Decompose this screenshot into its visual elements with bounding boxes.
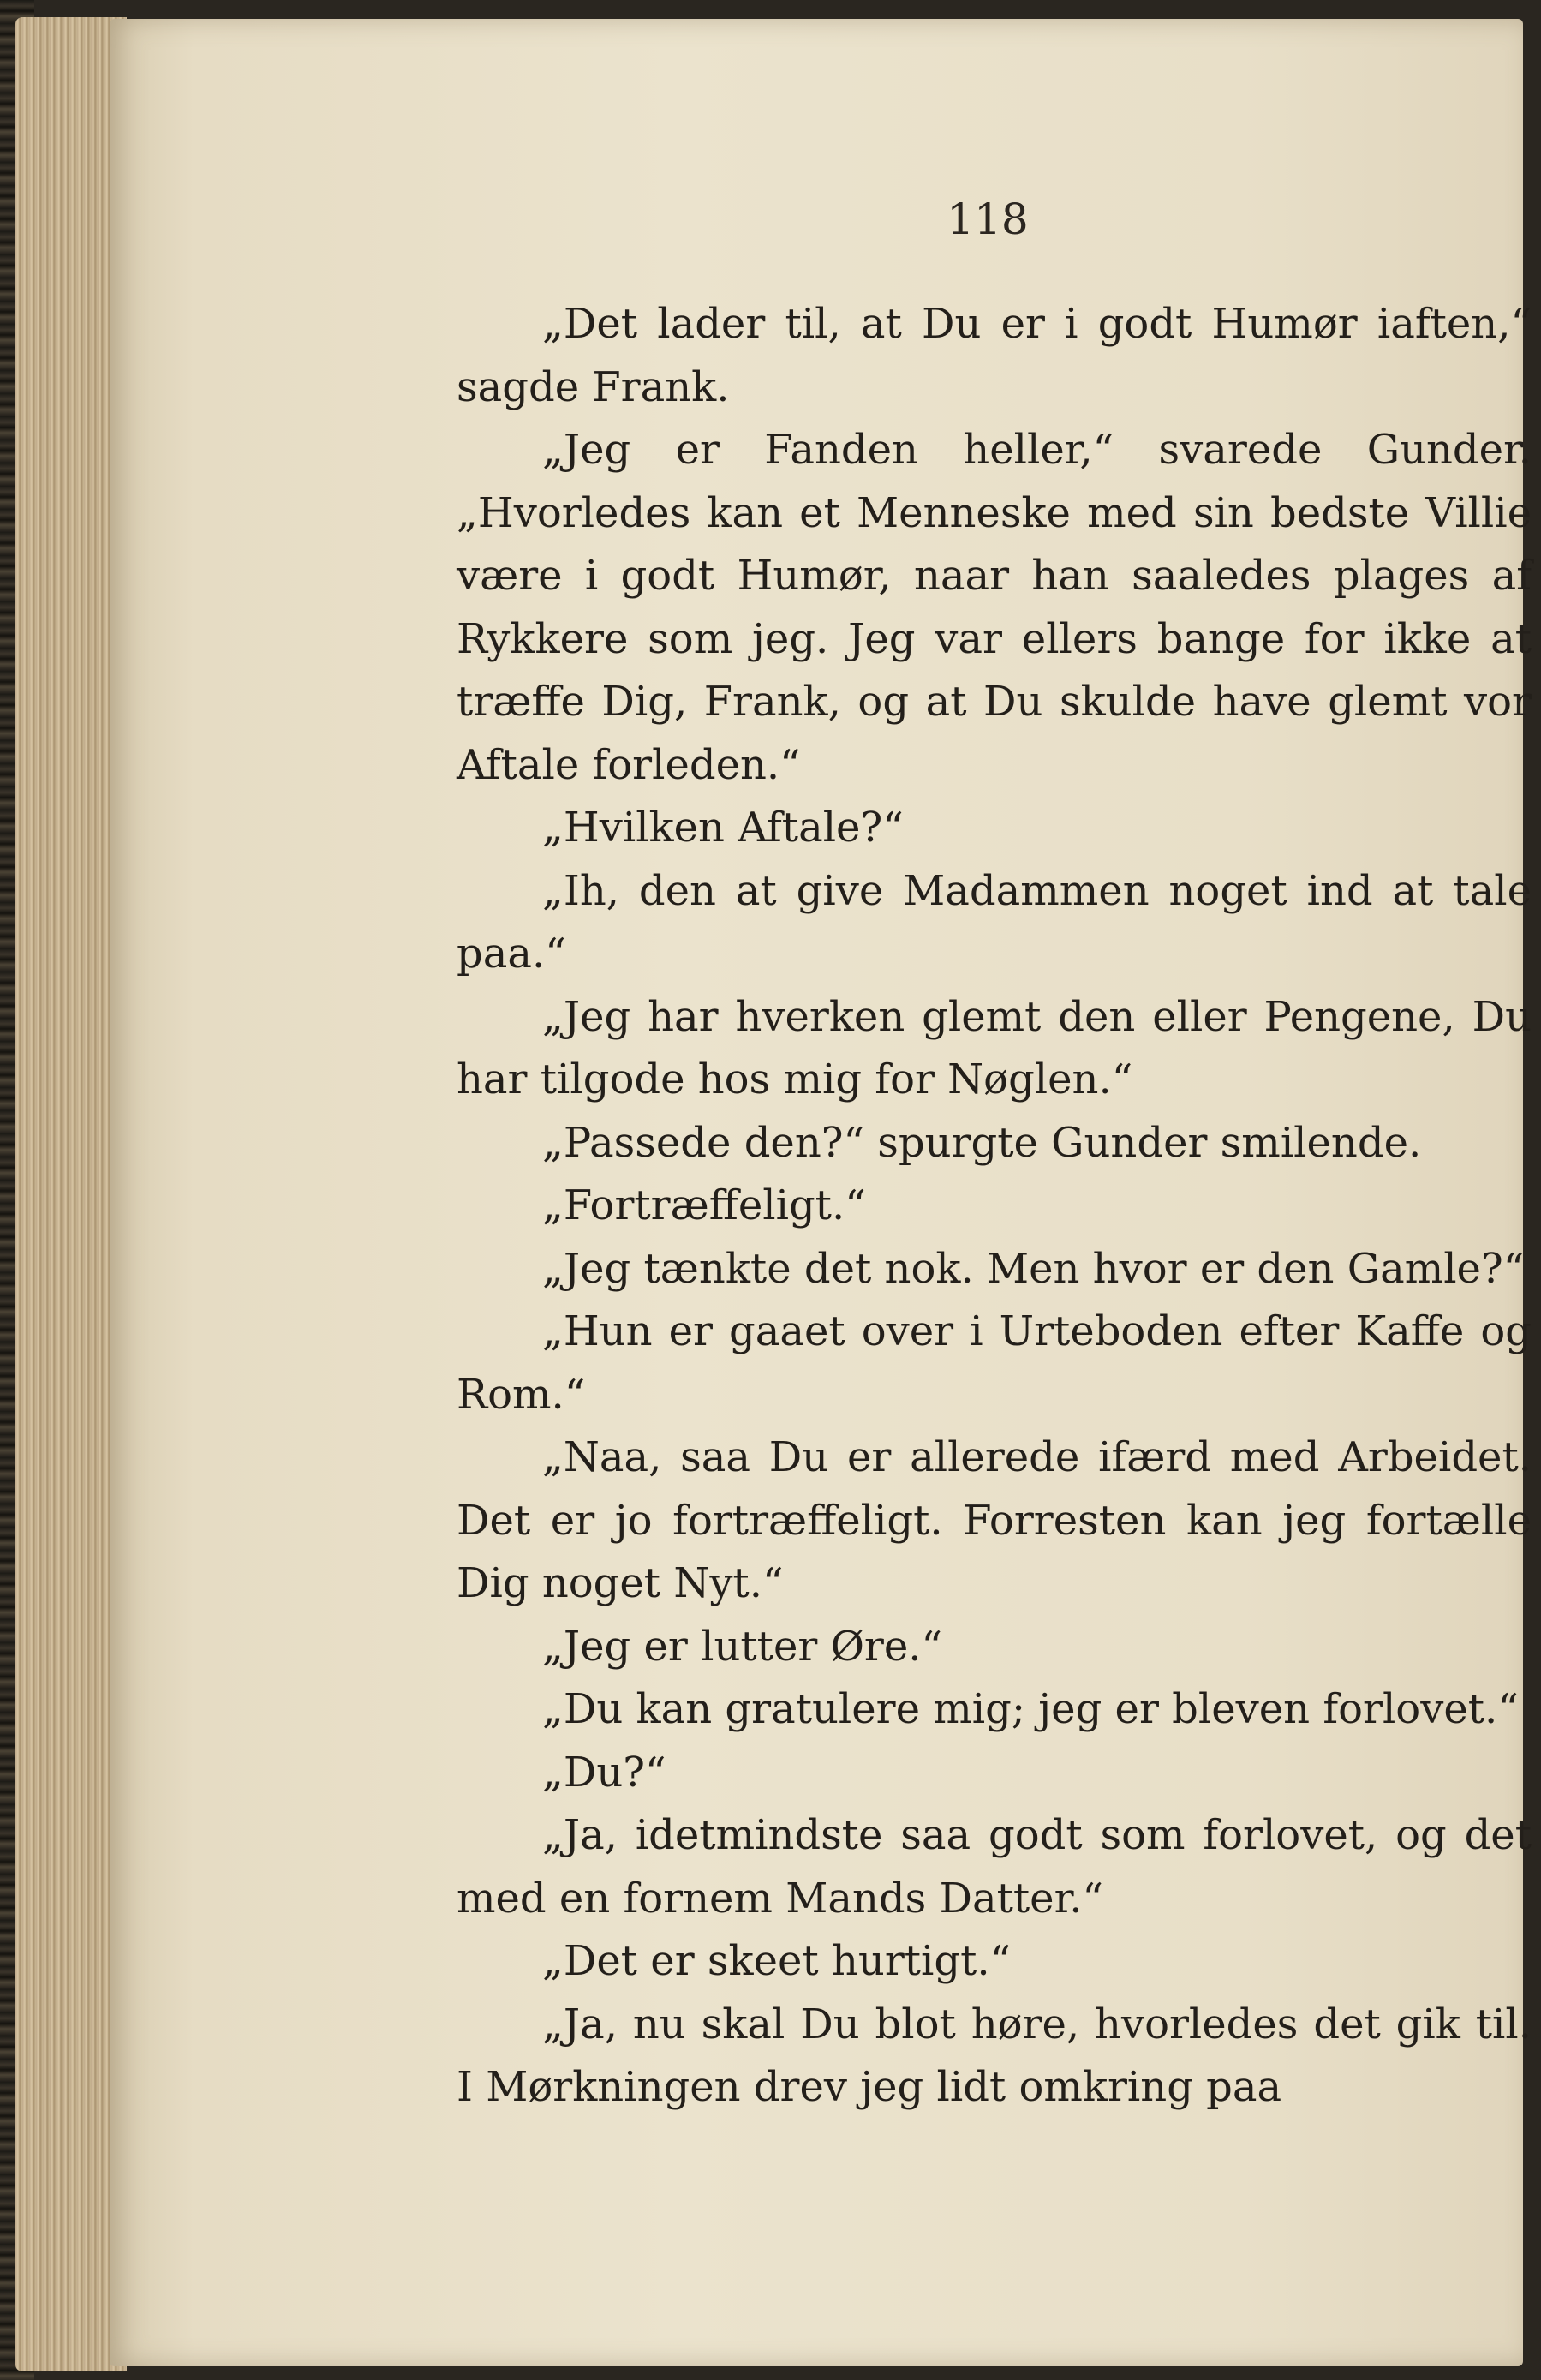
- paragraph: „Jeg har hverken glemt den eller Pengene, Du har tilgode hos mig for Nøglen.“: [457, 992, 1532, 1103]
- paragraph: „Passede den?“ spurgte Gunder smilende.: [542, 1118, 1422, 1167]
- paragraph: „Ja, idetmindste saa godt som forlovet, og det med en fornem Mands Datter.“: [457, 1811, 1532, 1923]
- paragraph: „Hun er gaaet over i Urteboden efter Kaffe og Rom.“: [457, 1307, 1532, 1419]
- book-page: [110, 19, 1532, 2366]
- paragraph: „Hvilken Aftale?“: [542, 804, 904, 852]
- body-text: [457, 293, 1532, 2120]
- paragraph: „Fortræffeligt.“: [542, 1181, 866, 1229]
- paragraph: „Naa, saa Du er allerede ifærd med Arbeidet. Det er jo fortræffeligt. Forresten kan jeg fortælle Dig noget Nyt.“: [457, 1433, 1532, 1607]
- paragraph: „Ih, den at give Madammen noget ind at tale paa.“: [457, 866, 1532, 978]
- paragraph: „Du?“: [542, 1748, 666, 1797]
- paragraph: „Det lader til, at Du er i godt Humør iaften,“ sagde Frank.: [457, 300, 1532, 411]
- paragraph: „Det er skeet hurtigt.“: [542, 1937, 1012, 1985]
- paragraph: „Jeg er lutter Øre.“: [542, 1622, 943, 1671]
- paragraph: „Du kan gratulere mig; jeg er bleven forlovet.“: [542, 1685, 1519, 1733]
- paragraph: „Jeg er Fanden heller,“ svarede Gunder. „Hvorledes kan et Menneske med sin bedste Villie være i godt Humør, naar han saaledes plages af Rykkere som jeg. Jeg var ellers bange for ikke at træffe Dig, Frank, og at Du skulde have glemt vor Aftale forleden.“: [457, 426, 1532, 789]
- page-number: 118: [947, 194, 1029, 244]
- paragraph: „Jeg tænkte det nok. Men hvor er den Gamle?“: [542, 1244, 1525, 1293]
- paragraph: „Ja, nu skal Du blot høre, hvorledes det gik til. I Mørkningen drev jeg lidt omkring paa: [457, 2000, 1532, 2111]
